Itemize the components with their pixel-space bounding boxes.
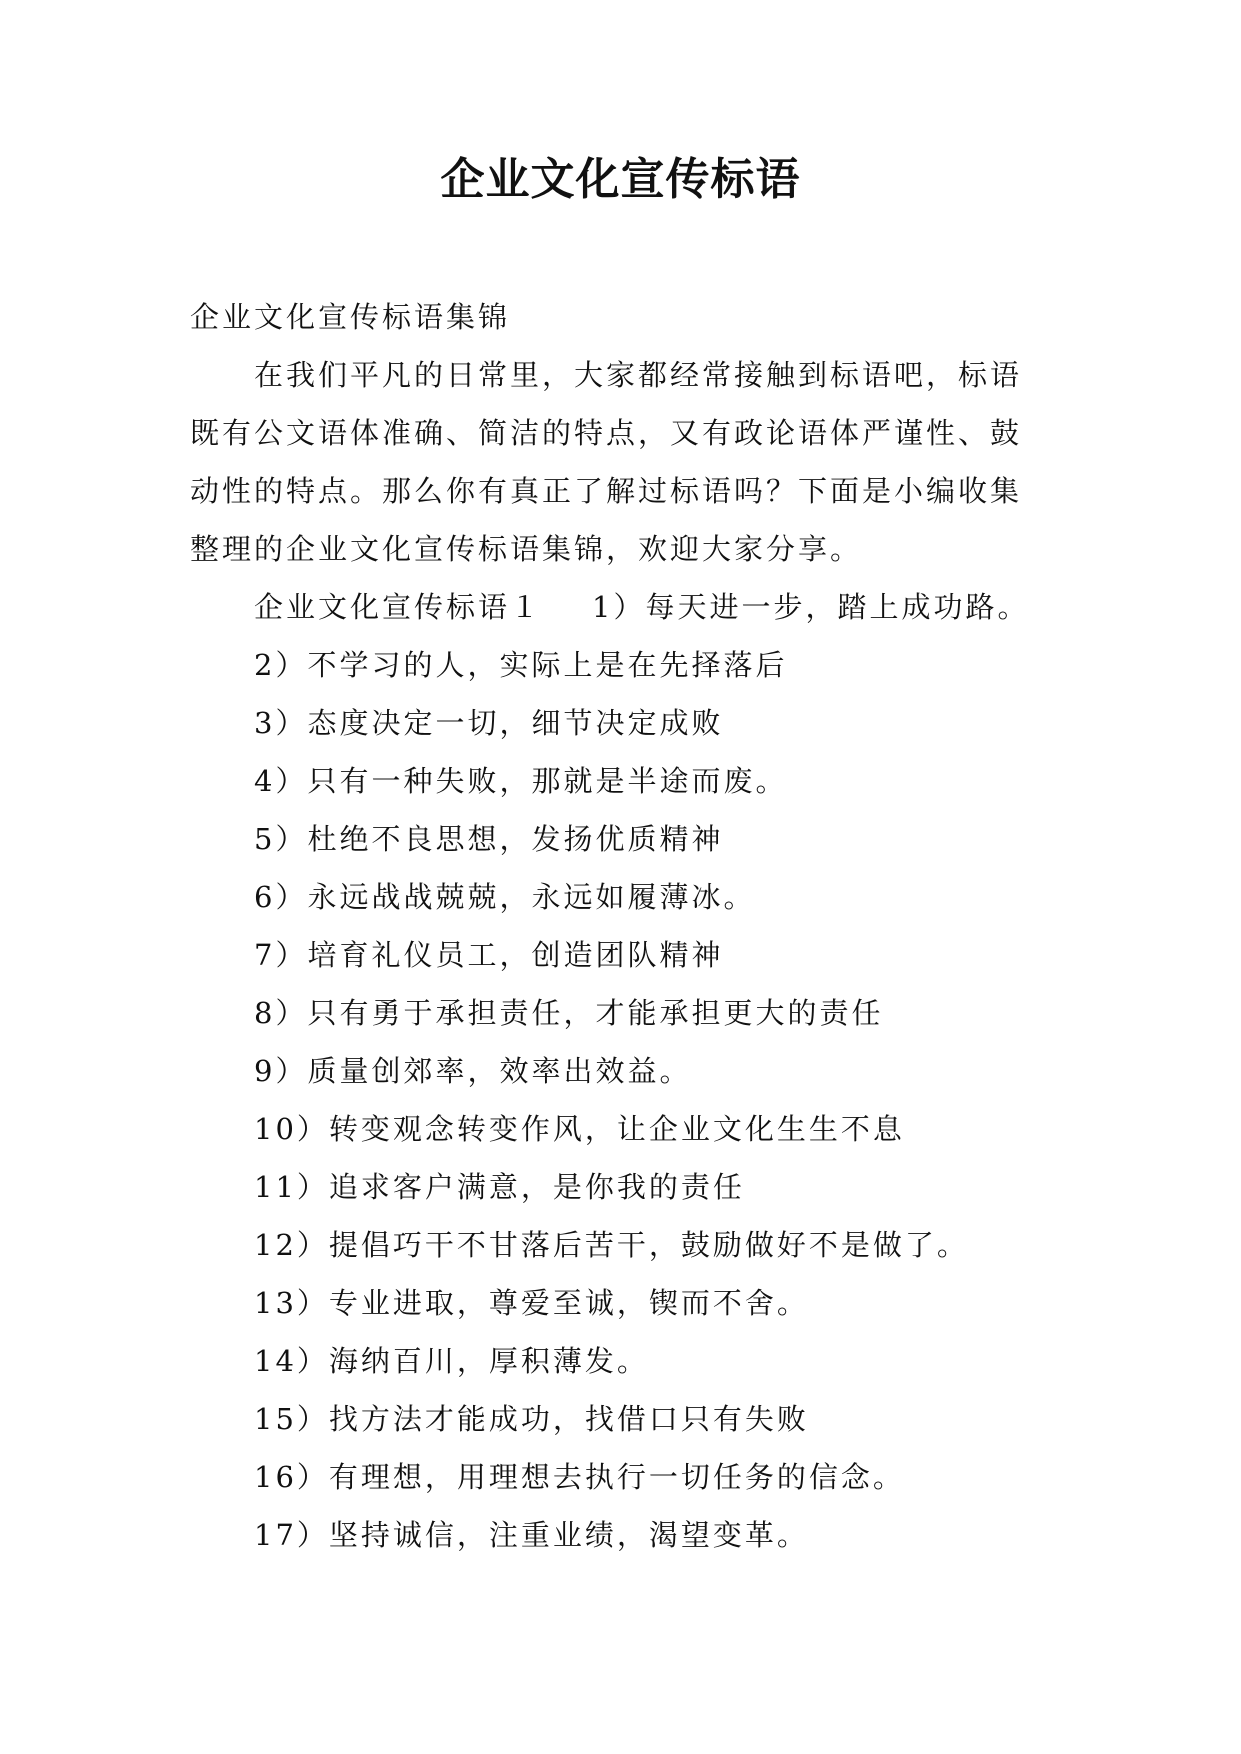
slogan-item: 12）提倡巧干不甘落后苦干，鼓励做好不是做了。 (254, 1228, 969, 1262)
intro-line: 在我们平凡的日常里，大家都经常接触到标语吧，标语 (254, 358, 1023, 392)
slogan-item: 9）质量创郊率，效率出效益。 (254, 1054, 692, 1088)
slogan-item: 4）只有一种失败，那就是半途而废。 (254, 764, 788, 798)
section-heading: 企业文化宣传标语１ (254, 590, 543, 624)
slogan-item: 14）海纳百川，厚积薄发。 (254, 1344, 649, 1378)
slogan-item: 3）态度决定一切，细节决定成败 (254, 706, 724, 740)
intro-line: 既有公文语体准确、简洁的特点，又有政论语体严谨性、鼓 (190, 416, 1023, 450)
slogan-item: 13）专业进取，尊爱至诚，锲而不舍。 (254, 1286, 809, 1320)
slogan-item: 1）每天进一步，踏上成功路。 (592, 590, 1030, 624)
section-heading-row (190, 578, 1070, 636)
slogan-item: 6）永远战战兢兢，永远如履薄冰。 (254, 880, 756, 914)
slogan-item: 7）培育礼仪员工，创造团队精神 (254, 938, 724, 972)
slogan-item: 8）只有勇于承担责任，才能承担更大的责任 (254, 996, 884, 1030)
document-body (190, 288, 1070, 1564)
slogan-item: 5）杜绝不良思想，发扬优质精神 (254, 822, 724, 856)
subtitle: 企业文化宣传标语集锦 (190, 300, 511, 334)
slogan-item: 10）转变观念转变作风，让企业文化生生不息 (254, 1112, 905, 1146)
document-title: 企业文化宣传标语 (440, 154, 801, 205)
intro-line: 整理的企业文化宣传标语集锦，欢迎大家分享。 (190, 532, 863, 566)
slogan-item: 2）不学习的人，实际上是在先择落后 (254, 648, 788, 682)
slogan-item: 11）追求客户满意，是你我的责任 (254, 1170, 745, 1204)
slogan-item: 17）坚持诚信，注重业绩，渴望变革。 (254, 1518, 809, 1552)
intro-line: 动性的特点。那么你有真正了解过标语吗？下面是小编收集 (190, 474, 1023, 508)
slogan-item: 16）有理想，用理想去执行一切任务的信念。 (254, 1460, 905, 1494)
slogan-item: 15）找方法才能成功，找借口只有失败 (254, 1402, 809, 1436)
